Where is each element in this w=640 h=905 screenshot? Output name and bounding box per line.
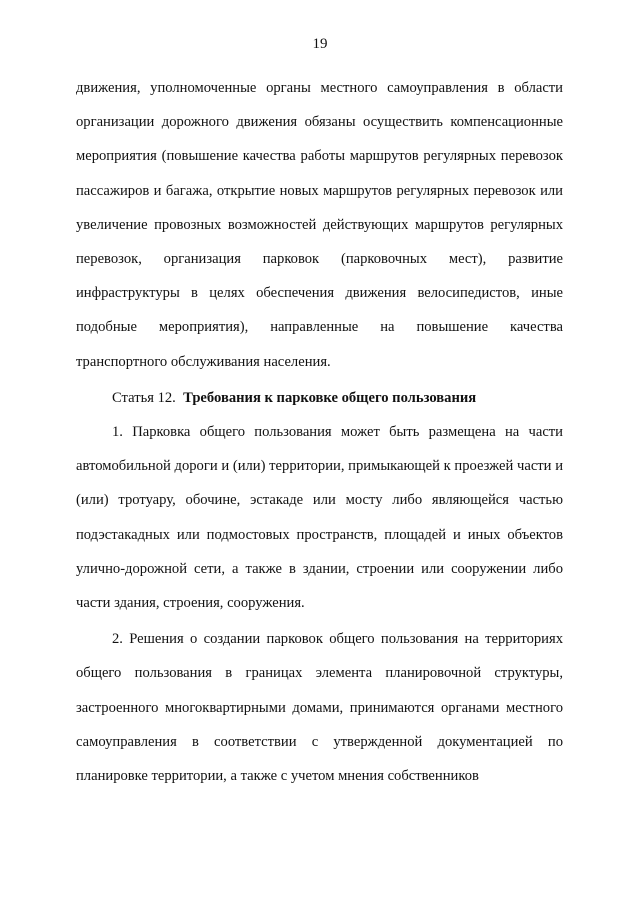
article-label: Статья 12. — [112, 389, 176, 406]
page-number: 19 — [312, 36, 328, 52]
paragraph-continuation: движения, уполномоченные органы местного самоуправления в области организации дорожного движения обязаны осуществить компенсационные мероприятия (повышение качества работы маршрутов регулярных перевозок пассажиров и багажа, открытие новых маршрутов регулярных перевозок или увеличение провозных возможностей действующих маршрутов регулярных перевозок, организация парковок (парковочных мест), развитие инфраструктуры в целях обеспечения движения велосипедистов, иные подобные мероприятия), направленные на повышение качества транспортного обслуживания населения. — [76, 80, 563, 370]
article-title: Требования к парковке общего пользования — [183, 389, 477, 406]
paragraph-item-2: 2. Решения о создании парковок общего пользования на территориях общего пользования в границах элемента планировочной структуры, застроенного многоквартирными домами, принимаются органами местного самоуправления в соответствии с утвержденной документацией по планировке территории, а также с учетом мнения собственников — [76, 631, 563, 785]
document-body — [76, 71, 563, 793]
article-heading — [76, 381, 563, 415]
paragraph-item-1: 1. Парковка общего пользования может быть размещена на части автомобильной дороги и (или) территории, примыкающей к проезжей части и (или) тротуару, обочине, эстакаде или мосту либо являющейся частью подэстакадных или подмостовых пространств, площадей и иных объектов улично-дорожной сети, а также в здании, строении или сооружении либо части здания, строения, сооружения. — [76, 424, 563, 612]
